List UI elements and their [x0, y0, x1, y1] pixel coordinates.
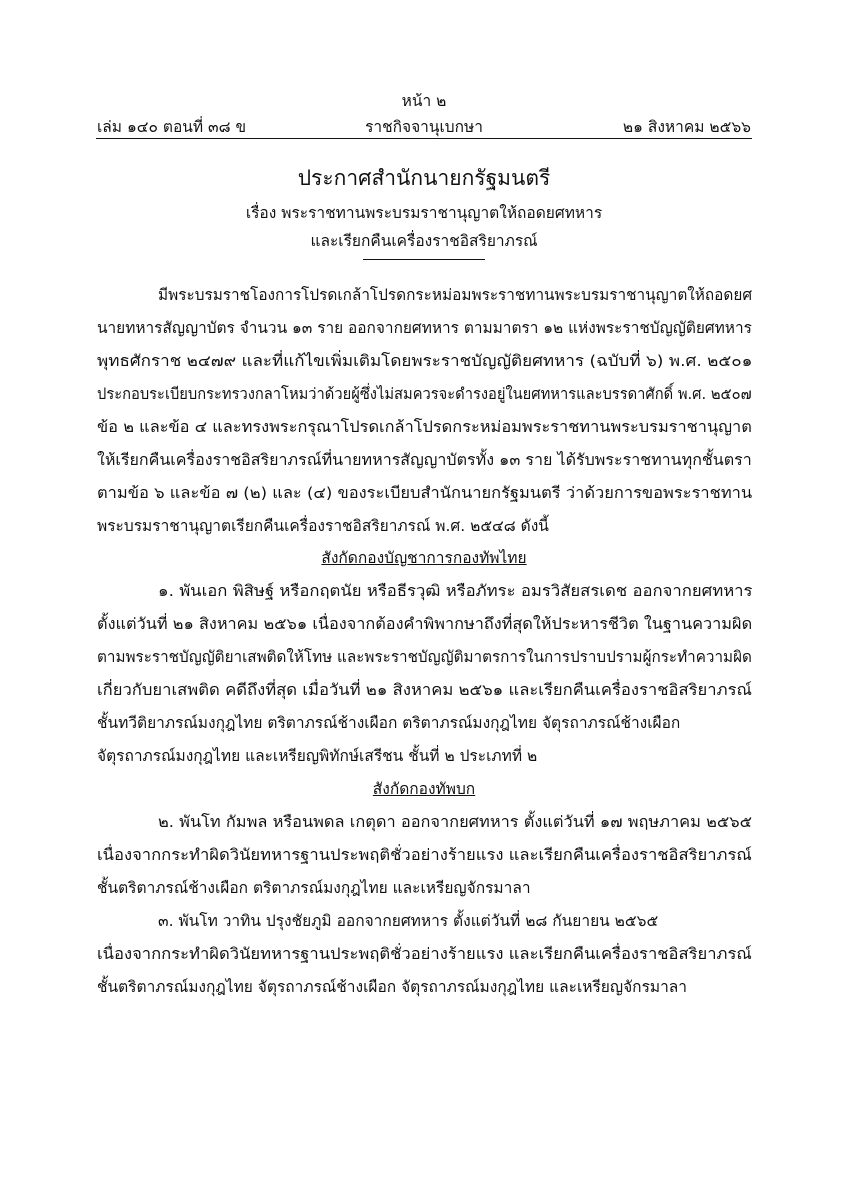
- intro-line: ให้เรียกคืนเครื่องราชอิสริยาภรณ์ที่นายทหารสัญญาบัตรทั้ง ๑๓ ราย ได้รับพระราชทานทุกชั้นตรา: [97, 451, 752, 469]
- publication-date: ๒๑ สิงหาคม ๒๕๖๖: [622, 118, 751, 136]
- subject-line-1: เรื่อง พระราชทานพระบรมราชานุญาตให้ถอดยศทหาร: [245, 204, 603, 222]
- title-rule: [363, 259, 485, 260]
- header-rule: [96, 138, 752, 139]
- intro-line: พระบรมราชานุญาตเรียกคืนเครื่องราชอิสริยาภรณ์ พ.ศ. ๒๕๔๘ ดังนี้: [97, 517, 549, 535]
- intro-line: นายทหารสัญญาบัตร จำนวน ๑๓ ราย ออกจากยศทหาร ตามมาตรา ๑๒ แห่งพระราชบัญญัติยศทหาร: [97, 319, 752, 337]
- intro-line: พุทธศักราช ๒๔๗๙ และที่แก้ไขเพิ่มเติมโดยพระราชบัญญัติยศทหาร (ฉบับที่ ๖) พ.ศ. ๒๕๐๑: [97, 352, 753, 370]
- item-line: ชั้นตริตาภรณ์ช้างเผือก ตริตาภรณ์มงกุฎไทย และเหรียญจักรมาลา: [97, 879, 531, 897]
- item-line: ๓. พันโท วาทิน ปรุงชัยภูมิ ออกจากยศทหาร ตั้งแต่วันที่ ๒๘ กันยายน ๒๕๖๕: [158, 912, 659, 930]
- item-line: เนื่องจากกระทำผิดวินัยทหารฐานประพฤติชั่วอย่างร้ายแรง และเรียกคืนเครื่องราชอิสริยาภรณ์: [97, 846, 752, 864]
- item-line: ชั้นทวีติยาภรณ์มงกุฎไทย ตริตาภรณ์ช้างเผือก ตริตาภรณ์มงกุฎไทย จัตุรถาภรณ์ช้างเผือก: [97, 714, 681, 732]
- subject-line-2: และเรียกคืนเครื่องราชอิสริยาภรณ์: [310, 232, 538, 250]
- item-line: จัตุรถาภรณ์มงกุฎไทย และเหรียญพิทักษ์เสรีชน ชั้นที่ ๒ ประเภทที่ ๒: [97, 747, 538, 765]
- item-line: ตั้งแต่วันที่ ๒๑ สิงหาคม ๒๕๖๑ เนื่องจากต้องคำพิพากษาถึงที่สุดให้ประหารชีวิต ในฐานความผิด: [97, 615, 753, 633]
- item-line: ๒. พันโท กัมพล หรือนพดล เกตุดา ออกจากยศทหาร ตั้งแต่วันที่ ๑๗ พฤษภาคม ๒๕๖๕: [158, 813, 753, 831]
- gazette-name: ราชกิจจานุเบกษา: [365, 118, 483, 136]
- item-line: เนื่องจากกระทำผิดวินัยทหารฐานประพฤติชั่วอย่างร้ายแรง และเรียกคืนเครื่องราชอิสริยาภรณ์: [97, 945, 752, 963]
- item-line: ตามพระราชบัญญัติยาเสพติดให้โทษ และพระราชบัญญัติมาตรการในการปราบปรามผู้กระทำความผิด: [97, 648, 752, 666]
- intro-line: ข้อ ๒ และข้อ ๔ และทรงพระกรุณาโปรดเกล้าโปรดกระหม่อมพระราชทานพระบรมราชานุญาต: [97, 418, 752, 436]
- section-heading-armed-forces: สังกัดกองบัญชาการกองทัพไทย: [321, 549, 527, 567]
- announcement-title: ประกาศสำนักนายกรัฐมนตรี: [297, 166, 551, 190]
- item-line: ๑. พันเอก พิสิษฐ์ หรือกฤตนัย หรือธีรวุฒิ หรือภัทระ อมรวิสัยสรเดช ออกจากยศทหาร: [158, 582, 753, 600]
- volume-issue: เล่ม ๑๔๐ ตอนที่ ๓๘ ข: [97, 118, 247, 136]
- intro-line: ตามข้อ ๖ และข้อ ๗ (๒) และ (๔) ของระเบียบสำนักนายกรัฐมนตรี ว่าด้วยการขอพระราชทาน: [97, 484, 753, 502]
- item-line: เกี่ยวกับยาเสพติด คดีถึงที่สุด เมื่อวันที่ ๒๑ สิงหาคม ๒๕๖๑ และเรียกคืนเครื่องราชอิสริยาภรณ์: [97, 681, 752, 699]
- intro-line: ประกอบระเบียบกระทรวงกลาโหมว่าด้วยผู้ซึ่งไม่สมควรจะดำรงอยู่ในยศทหารและบรรดาศักดิ์ พ.ศ. ๒๕๐๗: [97, 385, 752, 403]
- item-line: ชั้นตริตาภรณ์มงกุฎไทย จัตุรถาภรณ์ช้างเผือก จัตุรถาภรณ์มงกุฎไทย และเหรียญจักรมาลา: [97, 978, 688, 996]
- page-number: หน้า ๒: [401, 92, 447, 110]
- intro-line: มีพระบรมราชโองการโปรดเกล้าโปรดกระหม่อมพระราชทานพระบรมราชานุญาตให้ถอดยศ: [158, 286, 753, 304]
- section-heading-army: สังกัดกองทัพบก: [372, 780, 476, 798]
